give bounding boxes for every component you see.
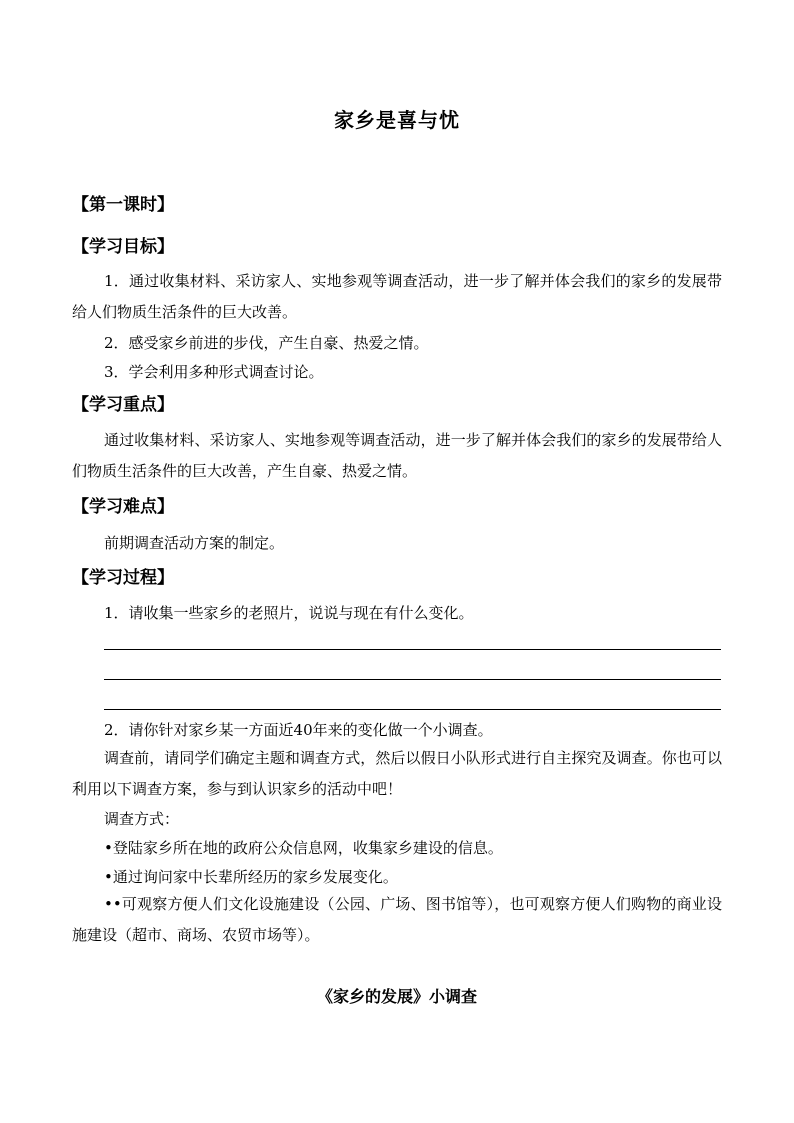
page-title: 家乡是喜与忧: [334, 108, 460, 132]
difficulties-heading: 【学习难点】: [72, 497, 174, 517]
process-heading: 【学习过程】: [72, 568, 174, 588]
process-task-2: 2．请你针对家乡某一方面近40年来的变化做一个小调查。: [104, 721, 493, 739]
methods-label: 调查方式：: [104, 810, 180, 828]
survey-intro: 调查前，请同学们确定主题和调查方式，然后以假日小队形式进行自主探究及调查。你也可以利用以下调查方案，参与到认识家乡的活动中吧！: [72, 749, 722, 798]
method-item-1: •登陆家乡所在地的政府公众信息网，收集家乡建设的信息。: [104, 839, 503, 857]
survey-title: 《家乡的发展》小调查: [316, 987, 477, 1006]
method-item-3: ••可观察方便人们文化设施建设（公园、广场、图书馆等），也可观察方便人们购物的商业设施建设（超市、商场、农贸市场等）。: [72, 895, 722, 944]
key-points-text: 通过收集材料、采访家人、实地参观等调查活动，进一步了解并体会我们的家乡的发展带给人们物质生活条件的巨大改善，产生自豪、热爱之情。: [72, 431, 722, 480]
answer-line[interactable]: [104, 679, 721, 680]
objective-item-1: 1．通过收集材料、采访家人、实地参观等调查活动，进一步了解并体会我们的家乡的发展带给人们物质生活条件的巨大改善。: [72, 272, 722, 321]
process-task-1: 1．请收集一些家乡的老照片，说说与现在有什么变化。: [104, 604, 474, 622]
objectives-heading: 【学习目标】: [72, 237, 174, 257]
difficulties-text: 前期调查活动方案的制定。: [104, 534, 285, 552]
method-item-2: •通过询问家中长辈所经历的家乡发展变化。: [104, 868, 398, 886]
key-points-heading: 【学习重点】: [72, 395, 174, 415]
lesson-heading: 【第一课时】: [72, 195, 174, 215]
objective-item-3: 3．学会利用多种形式调查讨论。: [104, 363, 324, 381]
answer-line[interactable]: [104, 709, 721, 710]
answer-line[interactable]: [104, 649, 721, 650]
objective-item-2: 2．感受家乡前进的步伐，产生自豪、热爱之情。: [104, 334, 429, 352]
